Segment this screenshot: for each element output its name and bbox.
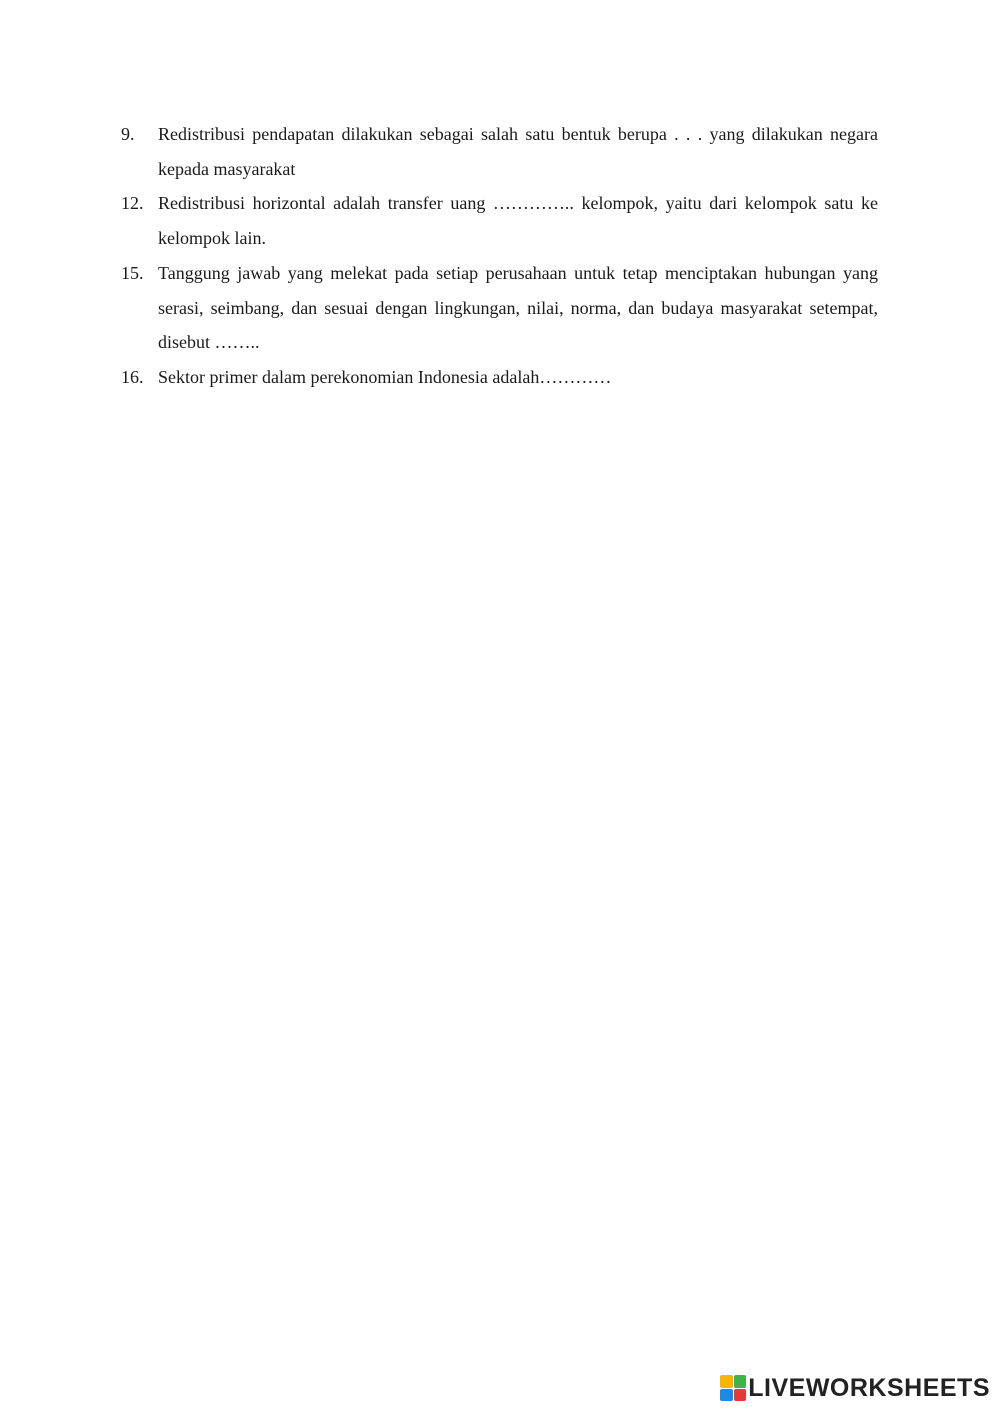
question-number: 16. (121, 366, 144, 387)
question-item (121, 186, 878, 255)
question-text: Redistribusi horizontal adalah transfer uang ………….. kelompok, yaitu dari kelompok satu ke kelompok lain. (158, 193, 878, 249)
question-text: Sektor primer dalam perekonomian Indonesia adalah………… (158, 366, 612, 387)
question-number: 15. (121, 262, 144, 283)
question-item (121, 117, 878, 186)
question-number: 9. (121, 124, 135, 144)
question-list (121, 117, 878, 395)
liveworksheets-brand[interactable] (720, 1373, 990, 1403)
logo-cell (734, 1375, 747, 1388)
question-item (121, 256, 878, 360)
question-item (121, 360, 878, 395)
question-number: 12. (121, 193, 144, 214)
question-text: Tanggung jawab yang melekat pada setiap perusahaan untuk tetap menciptakan hubungan yang serasi, seimbang, dan sesuai dengan lingkungan, nilai, norma, dan budaya masyarakat setempat, disebut …….. (158, 262, 878, 353)
question-text: Redistribusi pendapatan dilakukan sebagai salah satu bentuk berupa . . . yang dilakukan negara kepada masyarakat (158, 124, 878, 179)
logo-cell (734, 1389, 747, 1402)
brand-name: LIVEWORKSHEETS (748, 1374, 990, 1402)
logo-cell (720, 1375, 733, 1388)
logo-cell (720, 1389, 733, 1402)
liveworksheets-logo-icon (720, 1375, 746, 1401)
